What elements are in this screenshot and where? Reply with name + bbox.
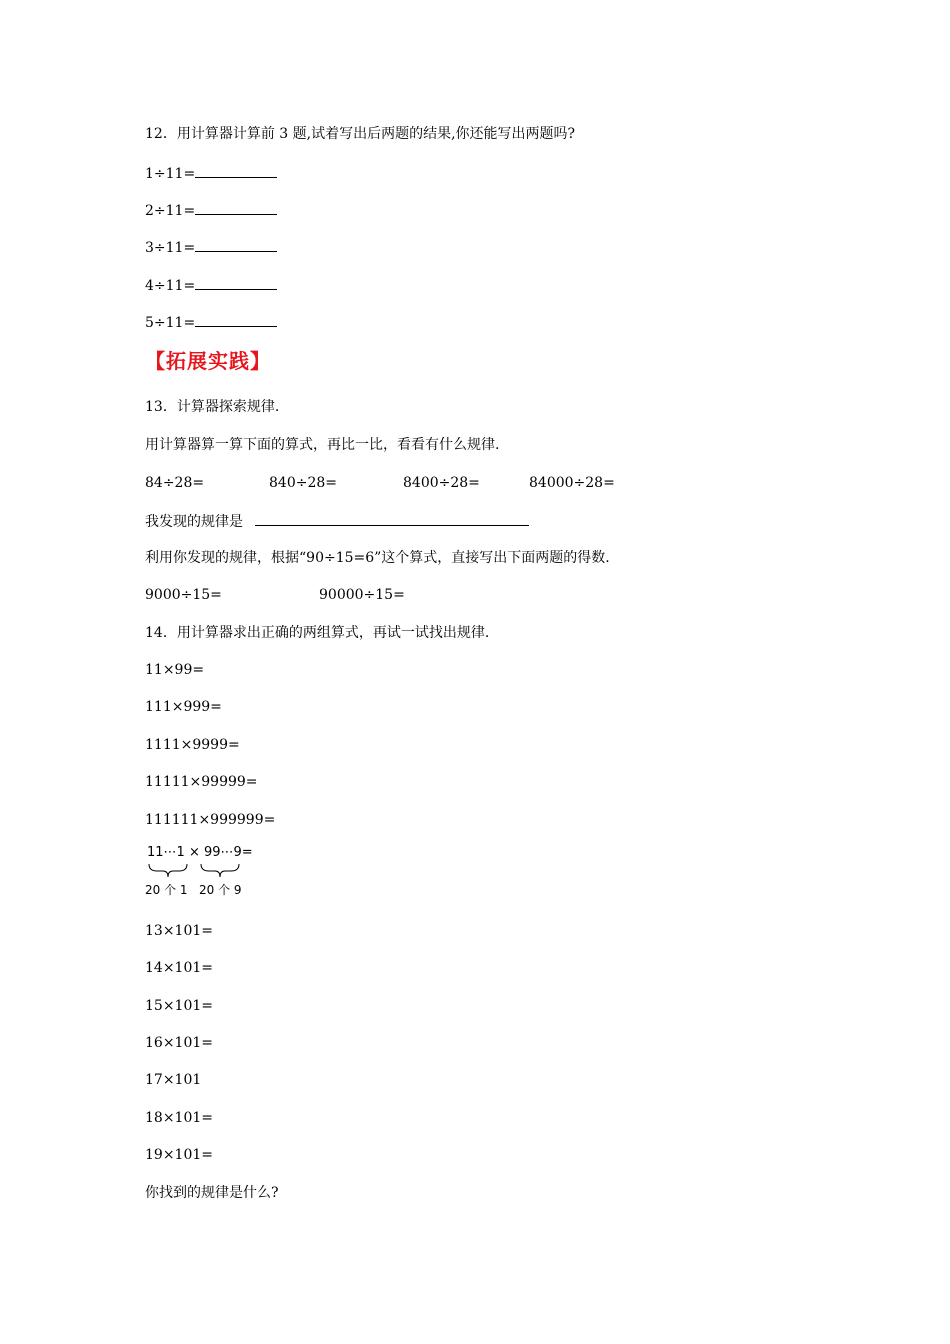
- brace-icon: [145, 862, 275, 882]
- q14-group2-item: 16×101=: [145, 1035, 213, 1051]
- answer-blank[interactable]: [195, 275, 277, 290]
- expr: 90000÷15=: [319, 587, 405, 603]
- q12-item-1: 1÷11=: [145, 163, 277, 183]
- q14-group2-item: 15×101=: [145, 998, 213, 1014]
- q14-final-question: 你找到的规律是什么?: [145, 1185, 279, 1201]
- q13-instruction: 用计算器算一算下面的算式，再比一比，看看有什么规律.: [145, 437, 500, 453]
- q13-question: 13．计算器探索规律.: [145, 399, 280, 415]
- brace-expression-text: 11⋯1 × 99⋯9=: [147, 845, 253, 860]
- brace-label-ones: 20 个 1: [145, 883, 188, 897]
- answer-blank[interactable]: [195, 163, 277, 178]
- rule-answer-blank[interactable]: [255, 511, 529, 526]
- answer-blank[interactable]: [195, 312, 277, 327]
- q13-rule-line: 我发现的规律是: [145, 511, 529, 531]
- answer-blank[interactable]: [195, 237, 277, 252]
- q14-group1-item: 111×999=: [145, 699, 222, 715]
- expr: 84÷28=: [145, 475, 205, 491]
- expr: 9000÷15=: [145, 587, 222, 603]
- expr: 840÷28=: [269, 475, 337, 491]
- answer-blank[interactable]: [195, 200, 277, 215]
- expr: 8400÷28=: [403, 475, 480, 491]
- q14-group2-item: 19×101=: [145, 1147, 213, 1163]
- expr: 84000÷28=: [529, 475, 615, 491]
- q13-expr2-row: [145, 586, 545, 604]
- q14-group1-item: 111111×999999=: [145, 812, 276, 828]
- q12-question: 12．用计算器计算前 3 题,试着写出后两题的结果,你还能写出两题吗?: [145, 126, 576, 142]
- q14-group1-item: 1111×9999=: [145, 737, 240, 753]
- q12-item-2: 2÷11=: [145, 200, 277, 220]
- q13-expr-row: [145, 474, 745, 492]
- q12-item-5: 5÷11=: [145, 312, 277, 332]
- brace-label-nines: 20 个 9: [199, 883, 242, 897]
- q12-item-4: 4÷11=: [145, 275, 277, 295]
- q13-use-rule: 利用你发现的规律，根据“90÷15=6”这个算式，直接写出下面两题的得数.: [145, 550, 610, 566]
- q12-item-3: 3÷11=: [145, 237, 277, 257]
- q14-group2-item: 18×101=: [145, 1110, 213, 1126]
- q14-group2-item: 17×101: [145, 1072, 202, 1088]
- section-heading: 【拓展实践】: [145, 349, 271, 373]
- q14-question: 14．用计算器求出正确的两组算式，再试一试找出规律.: [145, 625, 490, 641]
- brace-expression: [145, 845, 275, 905]
- q14-group2-item: 14×101=: [145, 960, 213, 976]
- q14-group2-item: 13×101=: [145, 923, 213, 939]
- q14-group1-item: 11×99=: [145, 662, 205, 678]
- q14-group1-item: 11111×99999=: [145, 774, 258, 790]
